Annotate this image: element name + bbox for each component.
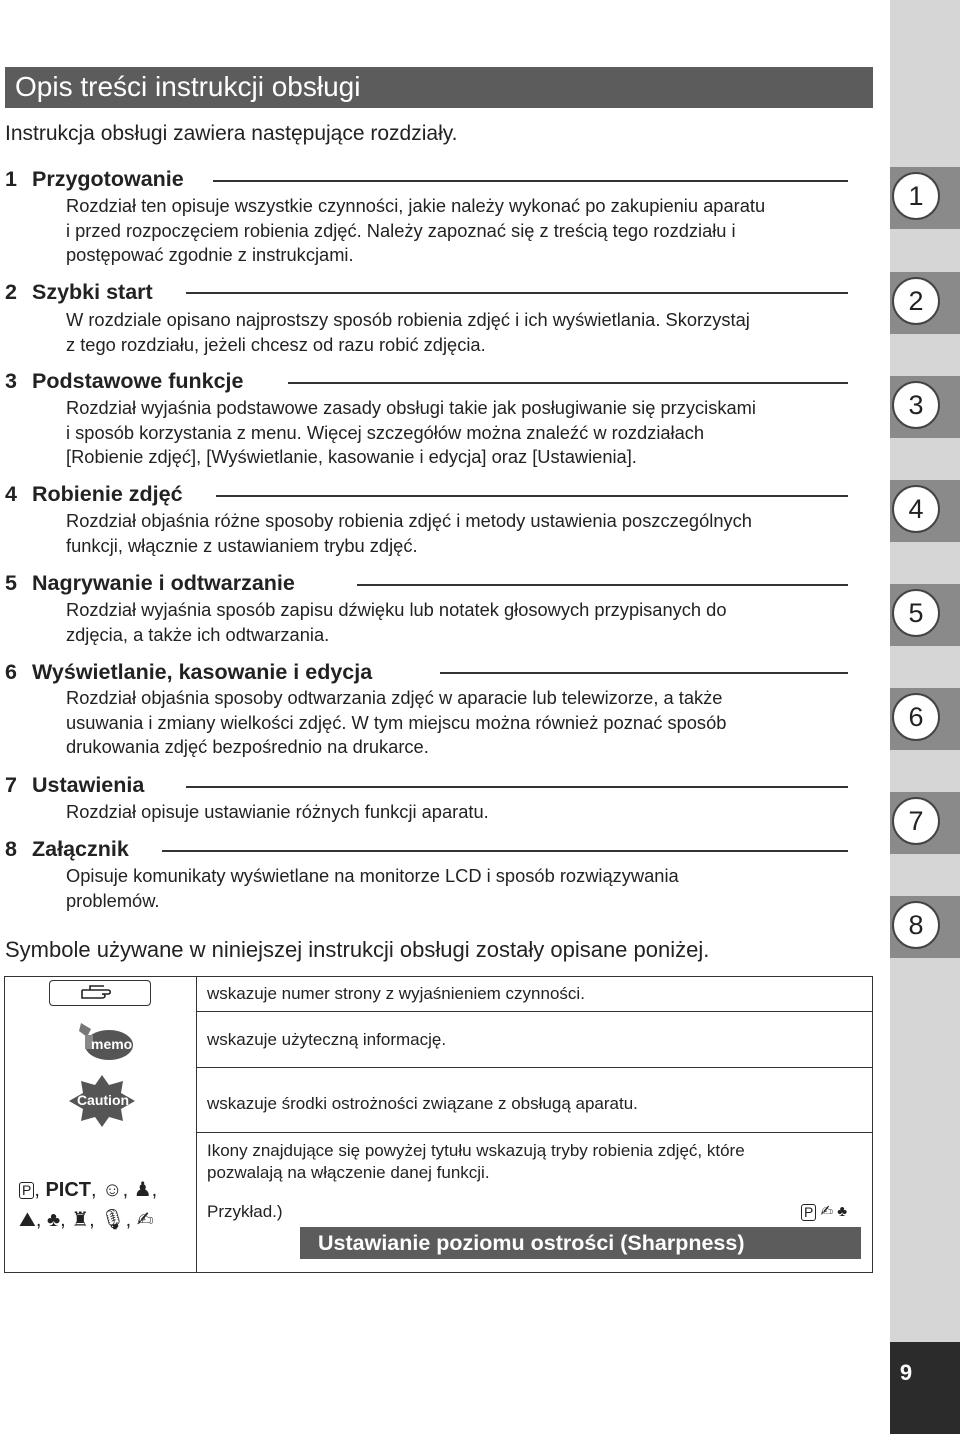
section-rule: [186, 292, 848, 294]
page-title-bar: [5, 67, 873, 108]
chapter-tab-3[interactable]: 3: [890, 376, 960, 438]
section-body-4: Rozdział objaśnia różne sposoby robienia zdjęć i metody ustawienia poszczególnych funkcji, włącznie z ustawianiem trybu zdjęć.: [66, 510, 752, 556]
section-rule: [213, 180, 848, 182]
intro-text: Instrukcja obsługi zawiera następujące rozdziały.: [5, 122, 458, 145]
chapter-tab-4[interactable]: 4: [890, 480, 960, 542]
modes-desc: Ikony znajdujące się powyżej tytułu wskazują tryby robienia zdjęć, które pozwalają na włączenie danej funkcji.: [207, 1141, 745, 1182]
section-rule: [186, 786, 848, 788]
memo-icon: memo: [75, 1017, 135, 1065]
section-heading-4: 4 Robienie zdjęć: [5, 482, 183, 506]
section-rule: [216, 495, 848, 497]
example-title-bar: Ustawianie poziomu ostrości (Sharpness): [300, 1227, 861, 1259]
section-heading-1: 1 Przygotowanie: [5, 167, 184, 191]
section-body-5: Rozdział wyjaśnia sposób zapisu dźwięku lub notatek głosowych przypisanych do zdjęcia, a także ich odtwarzania.: [66, 599, 727, 645]
program-mode-icon: P: [19, 1182, 34, 1199]
section-body-3: Rozdział wyjaśnia podstawowe zasady obsługi takie jak posługiwanie się przyciskami i sposób korzystania z menu. Więcej szczegółów można znaleźć w rozdziałach [Robienie zdjęć], [Wyświetlanie, kasowanie i edycja] oraz [Ustawienia].: [66, 397, 756, 467]
page-number: 9: [899, 1360, 913, 1385]
user-mode-icon: ✍: [820, 1203, 834, 1220]
table-divider: [196, 977, 197, 1272]
chapter-tab-7[interactable]: 7: [890, 792, 960, 854]
portrait-mode-icon: ♟: [133, 1179, 152, 1201]
page-title: Opis treści instrukcji obsługi: [15, 71, 361, 102]
pict-mode-icon: PICT: [45, 1179, 92, 1201]
section-rule: [440, 672, 848, 674]
section-heading-3: 3 Podstawowe funkcje: [5, 369, 244, 393]
table-divider: [196, 1132, 872, 1133]
smile-mode-icon: ☺: [102, 1179, 123, 1201]
movie-mode-icon: ♜: [71, 1209, 90, 1231]
section-heading-2: 2 Szybki start: [5, 280, 153, 304]
table-divider: [196, 1067, 872, 1068]
voice-mode-icon: 🎙: [100, 1209, 126, 1231]
program-mode-icon: P: [801, 1204, 816, 1221]
night-mode-icon: ♣: [837, 1203, 848, 1220]
landscape-mode-icon: ⛰: [19, 1209, 36, 1231]
chapter-tab-5[interactable]: 5: [890, 584, 960, 646]
section-body-1: Rozdział ten opisuje wszystkie czynności, jakie należy wykonać po zakupieniu aparatu i przed rozpoczęciem robienia zdjęć. Należy zapoznać się z treścią tego rozdziału i postępować zgodnie z instrukcjami.: [66, 195, 766, 265]
symbols-table: [4, 976, 873, 1273]
mode-icons-row-1: P , PICT, ☺, ♟,: [19, 1177, 157, 1202]
section-heading-6: 6 Wyświetlanie, kasowanie i edycja: [5, 660, 373, 684]
section-rule: [288, 382, 848, 384]
table-divider: [196, 1011, 872, 1012]
section-heading-5: 5 Nagrywanie i odtwarzanie: [5, 571, 295, 595]
section-rule: [162, 850, 848, 852]
memo-desc: wskazuje użyteczną informację.: [207, 1030, 447, 1049]
chapter-tab-6[interactable]: 6: [890, 688, 960, 750]
caution-icon: Caution: [67, 1073, 137, 1129]
mode-icons-row-2: ⛰, ♣, ♜, 🎙, ✍: [19, 1209, 154, 1231]
page-reference-desc: wskazuje numer strony z wyjaśnieniem czynności.: [207, 984, 585, 1003]
section-body-2: W rozdziale opisano najprostszy sposób robienia zdjęć i ich wyświetlania. Skorzystaj z tego rozdziału, jeżeli chcesz od razu robić zdjęcia.: [66, 309, 750, 355]
example-label: Przykład.): [207, 1202, 283, 1221]
chapter-tab-8[interactable]: 8: [890, 896, 960, 958]
section-heading-7: 7 Ustawienia: [5, 773, 145, 797]
section-body-7: Rozdział opisuje ustawianie różnych funkcji aparatu.: [66, 801, 489, 822]
page-reference-icon: [49, 980, 151, 1006]
section-body-8: Opisuje komunikaty wyświetlane na monitorze LCD i sposób rozwiązywania problemów.: [66, 865, 679, 911]
chapter-tab-2[interactable]: 2: [890, 272, 960, 334]
section-heading-8: 8 Załącznik: [5, 837, 129, 861]
symbols-heading: Symbole używane w niniejszej instrukcji obsługi zostały opisane poniżej.: [5, 937, 710, 962]
night-mode-icon: ♣: [46, 1209, 61, 1231]
caution-desc: wskazuje środki ostrożności związane z obsługą aparatu.: [207, 1094, 638, 1113]
section-body-6: Rozdział objaśnia sposoby odtwarzania zdjęć w aparacie lub telewizorze, a także usuwania i zmiany wielkości zdjęć. W tym miejscu można również poznać sposób drukowania zdjęć bezpośrednio na drukarce.: [66, 687, 727, 757]
user-mode-icon: ✍: [136, 1209, 154, 1231]
chapter-tab-1[interactable]: 1: [890, 167, 960, 229]
page-number-box: [890, 1342, 960, 1434]
example-mode-icons: [801, 1202, 847, 1221]
section-rule: [357, 584, 848, 586]
